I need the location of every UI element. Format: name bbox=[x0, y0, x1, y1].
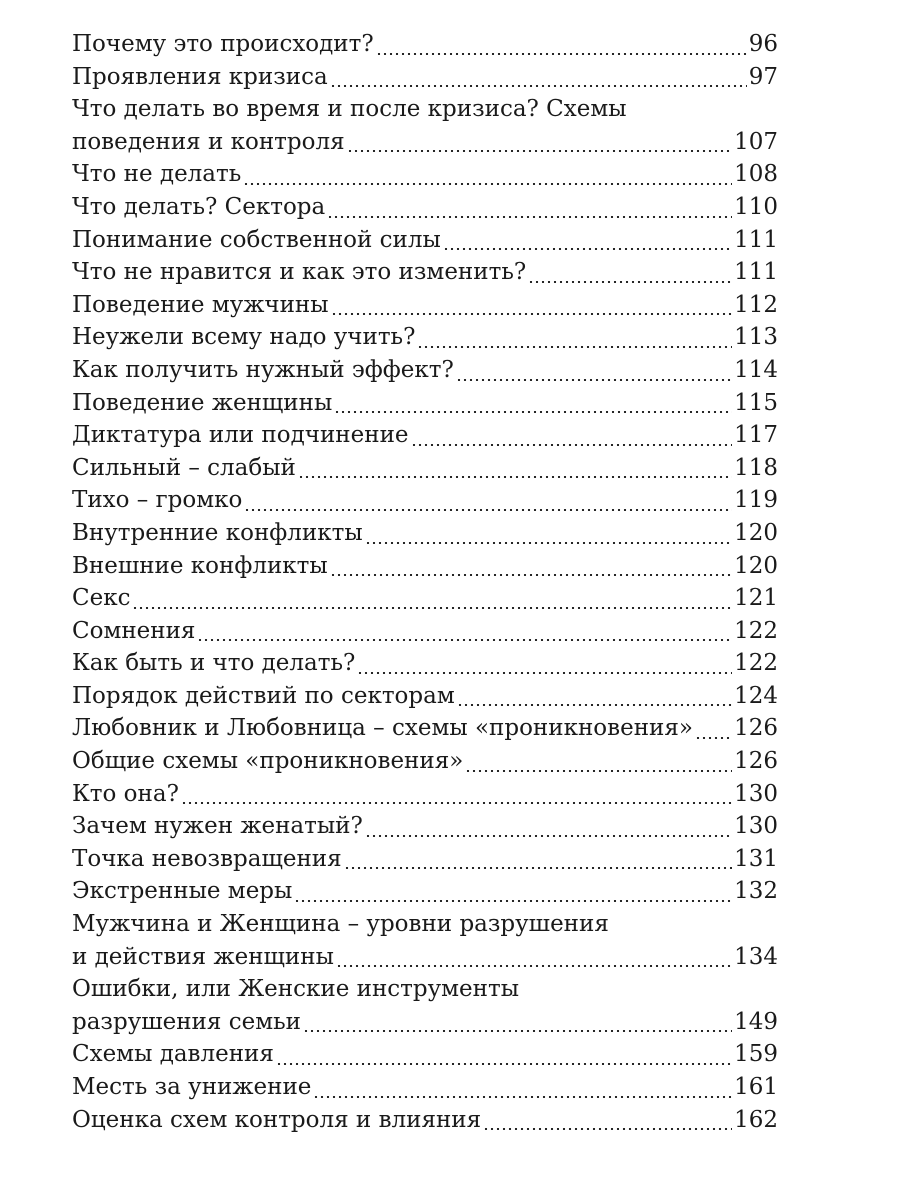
toc-entry-line bbox=[72, 712, 778, 745]
toc-entry[interactable] bbox=[72, 810, 778, 843]
toc-page-number: 112 bbox=[734, 291, 778, 318]
toc-entry-title: Экстренные меры bbox=[72, 878, 293, 905]
dot-leader bbox=[457, 704, 732, 706]
toc-entry-line bbox=[72, 941, 778, 974]
dot-leader bbox=[376, 53, 747, 55]
toc-entry-line bbox=[72, 1038, 778, 1071]
toc-page-number: 122 bbox=[734, 617, 778, 644]
toc-page-number: 161 bbox=[734, 1074, 778, 1100]
toc-page-number: 108 bbox=[734, 161, 778, 188]
dot-leader bbox=[197, 639, 732, 641]
dot-leader bbox=[303, 1030, 732, 1032]
toc-entry-line bbox=[72, 1006, 778, 1039]
toc-entry-title: Ошибки, или Женские инструменты bbox=[72, 976, 519, 1003]
toc-entry-title: Внутренние конфликты bbox=[72, 519, 363, 546]
dot-leader bbox=[695, 737, 732, 739]
toc-page-number: 113 bbox=[734, 324, 778, 351]
toc-entry-title: Тихо – громко bbox=[72, 487, 243, 514]
toc-page-number: 114 bbox=[734, 356, 778, 383]
dot-leader bbox=[365, 542, 732, 544]
toc-entry[interactable] bbox=[72, 1104, 778, 1137]
toc-entry-line bbox=[72, 550, 778, 583]
toc-page-number: 117 bbox=[734, 422, 778, 449]
toc-page-number: 115 bbox=[734, 389, 778, 416]
dot-leader bbox=[330, 85, 747, 87]
toc-entry[interactable] bbox=[72, 908, 778, 973]
toc-entry-title: Порядок действий по секторам bbox=[72, 682, 455, 709]
dot-leader bbox=[336, 965, 732, 967]
dot-leader bbox=[327, 216, 732, 218]
toc-page-number: 162 bbox=[734, 1106, 778, 1133]
toc-entry-line bbox=[72, 680, 778, 713]
toc-entry-line bbox=[72, 158, 778, 191]
toc-entry[interactable] bbox=[72, 93, 778, 158]
toc-entry-line bbox=[72, 615, 778, 648]
toc-entry[interactable] bbox=[72, 224, 778, 257]
toc-entry-title: Мужчина и Женщина – уровни разрушения bbox=[72, 911, 609, 938]
toc-entry-title: Любовник и Любовница – схемы «проникновения» bbox=[72, 715, 693, 742]
toc-entry[interactable] bbox=[72, 1038, 778, 1071]
toc-entry-line bbox=[72, 973, 778, 1006]
toc-entry[interactable] bbox=[72, 484, 778, 517]
dot-leader bbox=[365, 835, 732, 837]
toc-entry-title: Понимание собственной силы bbox=[72, 226, 441, 253]
dot-leader bbox=[330, 574, 732, 576]
toc-entry-title: Поведение женщины bbox=[72, 389, 333, 416]
toc-entry-title: Точка невозвращения bbox=[72, 845, 342, 872]
toc-entry-line bbox=[72, 778, 778, 811]
toc-entry[interactable] bbox=[72, 452, 778, 485]
toc-page-number: 126 bbox=[734, 715, 778, 742]
dot-leader bbox=[276, 1063, 732, 1065]
toc-entry-title: поведения и контроля bbox=[72, 128, 345, 155]
dot-leader bbox=[132, 607, 732, 609]
toc-page-number: 97 bbox=[748, 63, 778, 90]
dot-leader bbox=[443, 248, 732, 250]
toc-page-number: 111 bbox=[734, 259, 778, 286]
dot-leader bbox=[298, 476, 732, 478]
toc-entry-line bbox=[72, 28, 778, 61]
toc-entry-line bbox=[72, 126, 778, 159]
toc-entry-title: Общие схемы «проникновения» bbox=[72, 748, 464, 775]
dot-leader bbox=[181, 802, 732, 804]
toc-page-number: 120 bbox=[734, 519, 778, 546]
toc-entry[interactable] bbox=[72, 321, 778, 354]
toc-page-number: 122 bbox=[734, 650, 778, 677]
toc-page-number: 159 bbox=[734, 1041, 778, 1068]
toc-entry-title: Диктатура или подчинение bbox=[72, 422, 409, 449]
table-of-contents bbox=[72, 28, 778, 1136]
toc-entry-line bbox=[72, 484, 778, 517]
toc-entry[interactable] bbox=[72, 778, 778, 811]
dot-leader bbox=[331, 313, 733, 315]
toc-entry[interactable] bbox=[72, 680, 778, 713]
toc-entry-line bbox=[72, 289, 778, 322]
toc-entry[interactable] bbox=[72, 28, 778, 61]
toc-entry-title: Что делать во время и после кризиса? Схемы bbox=[72, 96, 627, 123]
toc-page-number: 131 bbox=[734, 845, 778, 872]
toc-entry[interactable] bbox=[72, 354, 778, 387]
dot-leader bbox=[244, 509, 732, 511]
toc-entry-title: Сильный – слабый bbox=[72, 454, 296, 481]
toc-entry-title: Сомнения bbox=[72, 617, 196, 644]
toc-page-number: 96 bbox=[748, 31, 778, 57]
dot-leader bbox=[483, 1128, 732, 1130]
dot-leader bbox=[456, 379, 732, 381]
toc-entry-line bbox=[72, 517, 778, 550]
toc-page-number: 126 bbox=[734, 748, 778, 775]
toc-entry-line bbox=[72, 810, 778, 843]
toc-entry-line bbox=[72, 61, 778, 94]
toc-entry-title: разрушения семьи bbox=[72, 1008, 301, 1035]
dot-leader bbox=[347, 150, 732, 152]
dot-leader bbox=[465, 770, 732, 772]
toc-entry-title: Как быть и что делать? bbox=[72, 650, 356, 677]
toc-entry-title: Месть за унижение bbox=[72, 1074, 312, 1100]
toc-page-number: 118 bbox=[734, 454, 778, 481]
toc-entry[interactable] bbox=[72, 158, 778, 191]
toc-entry[interactable] bbox=[72, 191, 778, 224]
toc-entry-line bbox=[72, 354, 778, 387]
dot-leader bbox=[294, 900, 732, 902]
toc-page-number: 121 bbox=[734, 585, 778, 612]
toc-entry[interactable] bbox=[72, 419, 778, 452]
toc-entry-line bbox=[72, 908, 778, 941]
toc-entry[interactable] bbox=[72, 1071, 778, 1104]
toc-page-number: 130 bbox=[734, 813, 778, 840]
toc-entry-title: Что делать? Сектора bbox=[72, 193, 326, 220]
toc-entry[interactable] bbox=[72, 550, 778, 583]
dot-leader bbox=[528, 281, 732, 283]
toc-entry-title: и действия женщины bbox=[72, 943, 334, 970]
toc-entry[interactable] bbox=[72, 61, 778, 94]
toc-entry-title: Поведение мужчины bbox=[72, 291, 329, 318]
toc-entry[interactable] bbox=[72, 517, 778, 550]
toc-entry-line bbox=[72, 452, 778, 485]
toc-entry-line bbox=[72, 843, 778, 876]
toc-entry-line bbox=[72, 321, 778, 354]
toc-entry-title: Что не нравится и как это изменить? bbox=[72, 259, 527, 286]
toc-entry[interactable] bbox=[72, 582, 778, 615]
toc-entry-title: Секс bbox=[72, 585, 131, 612]
toc-entry[interactable] bbox=[72, 256, 778, 289]
toc-page-number: 124 bbox=[734, 682, 778, 709]
toc-entry-title: Кто она? bbox=[72, 780, 179, 807]
toc-entry-line bbox=[72, 387, 778, 420]
toc-entry[interactable] bbox=[72, 615, 778, 648]
toc-entry-line bbox=[72, 191, 778, 224]
toc-entry[interactable] bbox=[72, 843, 778, 876]
dot-leader bbox=[313, 1096, 732, 1098]
toc-page-number: 149 bbox=[734, 1008, 778, 1035]
toc-entry-title: Схемы давления bbox=[72, 1041, 274, 1068]
toc-page-number: 130 bbox=[734, 780, 778, 807]
toc-entry-line bbox=[72, 647, 778, 680]
toc-entry-title: Оценка схем контроля и влияния bbox=[72, 1106, 482, 1133]
toc-page-number: 132 bbox=[734, 878, 778, 905]
toc-entry[interactable] bbox=[72, 289, 778, 322]
toc-entry[interactable] bbox=[72, 745, 778, 778]
toc-page-number: 111 bbox=[734, 226, 778, 253]
toc-entry[interactable] bbox=[72, 875, 778, 908]
dot-leader bbox=[357, 672, 732, 674]
toc-entry-line bbox=[72, 256, 778, 289]
toc-entry-line bbox=[72, 745, 778, 778]
toc-entry-line bbox=[72, 1071, 778, 1104]
toc-entry[interactable] bbox=[72, 973, 778, 1038]
toc-page-number: 110 bbox=[734, 193, 778, 220]
dot-leader bbox=[411, 444, 733, 446]
toc-entry-title: Проявления кризиса bbox=[72, 63, 328, 90]
toc-entry-line bbox=[72, 875, 778, 908]
toc-entry-line bbox=[72, 419, 778, 452]
toc-entry-line bbox=[72, 1104, 778, 1137]
dot-leader bbox=[243, 183, 732, 185]
toc-entry-title: Как получить нужный эффект? bbox=[72, 356, 454, 383]
toc-page-number: 119 bbox=[734, 487, 778, 514]
dot-leader bbox=[417, 346, 732, 348]
toc-entry[interactable] bbox=[72, 712, 778, 745]
toc-entry-title: Зачем нужен женатый? bbox=[72, 813, 363, 840]
toc-entry[interactable] bbox=[72, 647, 778, 680]
toc-page-number: 120 bbox=[734, 552, 778, 579]
toc-page-number: 107 bbox=[734, 128, 778, 155]
dot-leader bbox=[344, 867, 732, 869]
toc-entry-line bbox=[72, 93, 778, 126]
toc-entry[interactable] bbox=[72, 387, 778, 420]
toc-entry-title: Что не делать bbox=[72, 161, 242, 188]
toc-entry-title: Почему это происходит? bbox=[72, 31, 374, 57]
toc-page-number: 134 bbox=[734, 943, 778, 970]
dot-leader bbox=[334, 411, 732, 413]
toc-entry-line bbox=[72, 224, 778, 257]
toc-entry-title: Внешние конфликты bbox=[72, 552, 328, 579]
toc-entry-line bbox=[72, 582, 778, 615]
toc-entry-title: Неужели всему надо учить? bbox=[72, 324, 416, 351]
